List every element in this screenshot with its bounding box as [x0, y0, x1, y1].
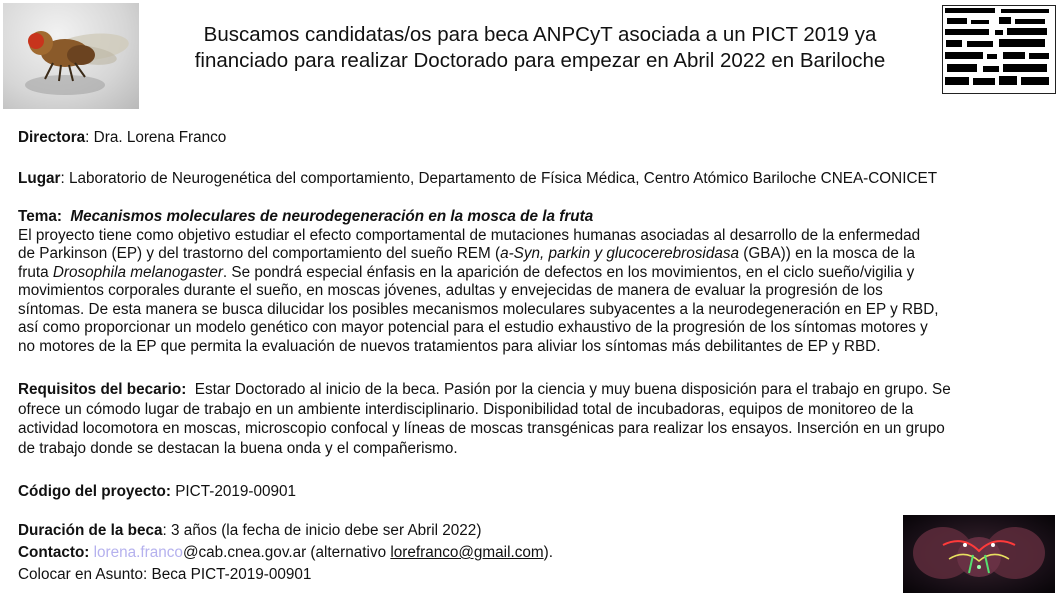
alt-email-link[interactable]: lorefranco@gmail.com	[390, 544, 544, 561]
requisitos-text-1	[18, 380, 1043, 400]
tema-text-2	[18, 245, 1043, 264]
directora-label: Directora	[18, 129, 86, 146]
fruit-fly-photo	[3, 3, 139, 109]
asunto-line: Colocar en Asunto: Beca PICT-2019-00901	[18, 566, 312, 583]
tema-text-5: síntomas. De esta manera se busca dilucidar los posibles mecanismos moleculares subyacentes a la neurodegeneración en EP y RBD,	[18, 300, 939, 318]
requisitos-text-1-body: Estar Doctorado al inicio de la beca. Pasión por la ciencia y muy buena disposición para el trabajo en grupo. Se	[186, 381, 951, 398]
requisitos-label: Requisitos del becario:	[18, 381, 187, 398]
contact-end: ).	[543, 544, 553, 561]
tema-text-7: no motores de la EP que permita la evaluación de nuevos tratamientos para aliviar los síntomas más debilitantes de EP y RBD.	[18, 337, 881, 355]
codigo-label: Código del proyecto:	[18, 483, 171, 500]
requisitos-text-2: ofrece un cómodo lugar de trabajo en un ambiente interdisciplinario. Disponibilidad total de incubadoras, equipos de monitoreo de la	[18, 400, 914, 418]
actogram-chart	[942, 5, 1056, 94]
directora-value: : Dra. Lorena Franco	[85, 129, 227, 146]
title-line-1: Buscamos candidatas/os para beca ANPCyT asociada a un PICT 2019 ya	[203, 23, 877, 46]
tema-title: Mecanismos moleculares de neurodegeneración en la mosca de la fruta	[70, 208, 594, 225]
duracion-value: : 3 años (la fecha de inicio debe ser Abril 2022)	[162, 522, 482, 539]
tema-section	[18, 208, 1043, 356]
tema-text-2b: (GBA)) en la mosca de la	[739, 245, 915, 262]
tema-text-6: así como proporcionar un modelo genético con mayor potencial para el estudio exhaustivo de la progresión de los síntomas motores y	[18, 319, 928, 336]
contacto-label: Contacto:	[18, 544, 90, 561]
requisitos-text-4: de trabajo donde se destacan la buena onda y el compañerismo.	[18, 439, 458, 457]
requisitos-text-3: actividad locomotora en moscas, microscopio confocal y líneas de moscas transgénicas para realizar los ensayos. Inserción en un grupo	[18, 420, 945, 437]
requisitos-section	[18, 380, 1043, 458]
tema-text-3-species: Drosophila melanogaster	[52, 263, 223, 281]
tema-text-3b: . Se pondrá especial énfasis en la aparición de defectos en los movimientos, en el ciclo sueño/vigilia y	[222, 263, 915, 281]
tema-label: Tema:	[18, 208, 62, 225]
tema-heading	[18, 208, 1043, 227]
tema-text-2a: de Parkinson (EP) y del trastorno del comportamiento del sueño REM (	[18, 245, 501, 262]
codigo-value: PICT-2019-00901	[170, 483, 296, 500]
tema-text-4: movimientos corporales durante el sueño, en moscas jóvenes, adultas y envejecidas de manera de evaluar la progresión de los	[18, 282, 883, 299]
contact-email-domain: @cab.cnea.gov.ar (alternativo	[182, 544, 391, 561]
tema-text-1: El proyecto tiene como objetivo estudiar el efecto comportamental de mutaciones humanas asociadas al desarrollo de la enfermedad	[18, 226, 921, 244]
lugar-line	[18, 170, 937, 189]
fly-brain-confocal	[903, 515, 1055, 593]
codigo-line	[18, 483, 296, 502]
directora-line	[18, 129, 226, 148]
tema-text-3a: fruta	[18, 263, 53, 281]
lugar-label: Lugar	[18, 170, 61, 187]
tema-text-3	[18, 264, 1043, 283]
title-line-2: financiado para realizar Doctorado para empezar en Abril 2022 en Bariloche	[194, 49, 886, 72]
duracion-line	[18, 522, 481, 541]
page-title	[150, 22, 930, 74]
tema-text-2-genes: a-Syn, parkin y glucocerebrosidasa	[500, 245, 740, 262]
duracion-label: Duración de la beca	[18, 522, 163, 539]
contact-email-user[interactable]: lorena.franco	[93, 544, 183, 561]
lugar-value: : Laboratorio de Neurogenética del comportamiento, Departamento de Física Médica, Centro Atómico Bariloche CNEA-CONICET	[60, 170, 938, 187]
contacto-line	[18, 544, 553, 563]
